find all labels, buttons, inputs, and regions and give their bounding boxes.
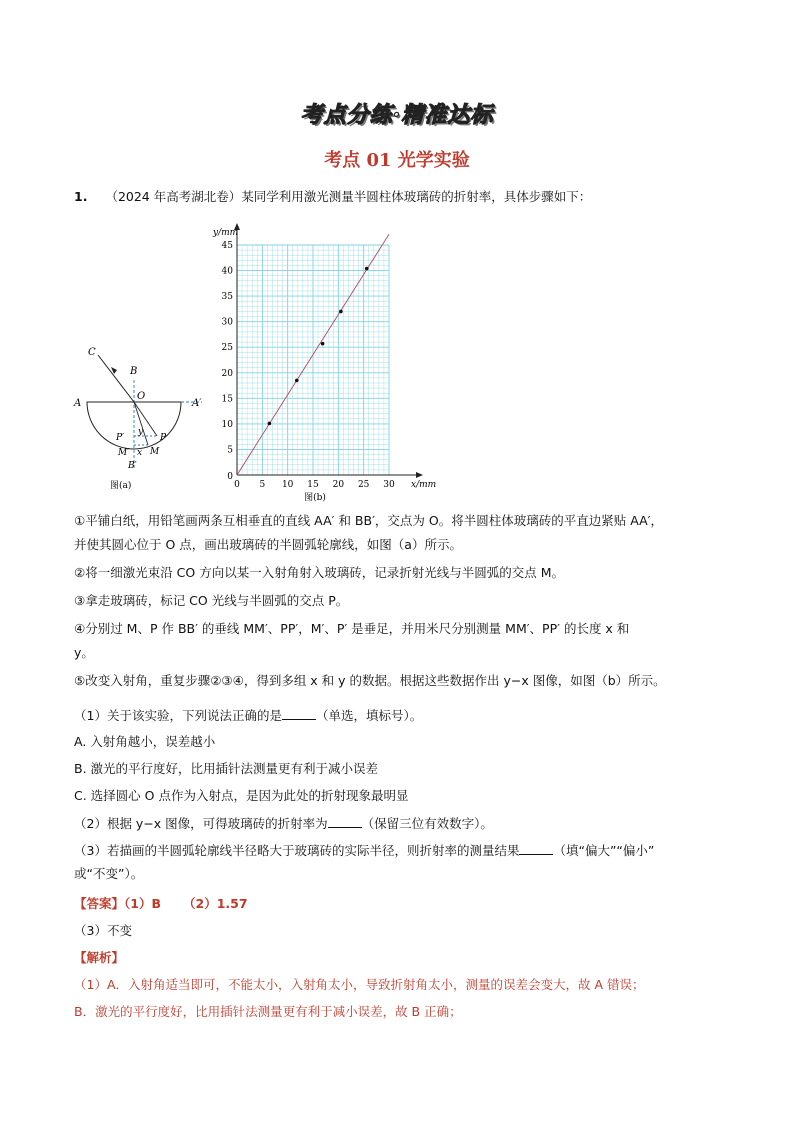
label-m-prime: M′ (118, 448, 130, 458)
option-b: B. 激光的平行度好，比用插针法测量更有利于减小误差 (74, 761, 379, 776)
question-source: （2024 年高考湖北卷）某同学利用激光测量半圆柱体玻璃砖的折射率，具体步骤如下： (105, 189, 592, 204)
label-m: M (150, 447, 160, 457)
answer-3: （3）不变 (74, 923, 132, 938)
figure-b-caption: 图(b) (304, 493, 326, 503)
figure-a-caption: 图(a) (110, 481, 132, 491)
step-1b: 并使其圆心位于 O 点，画出玻璃砖的半圆弧轮廓线，如图（a）所示。 (74, 537, 462, 552)
figure-a (70, 340, 220, 495)
x-tick-label: 30 (383, 480, 395, 490)
sub-question-1-text: （1）关于该实验，下列说法正确的是 (74, 708, 282, 723)
label-y: y (138, 427, 144, 437)
label-x: x (137, 448, 143, 458)
y-axis-label: y/mm (213, 228, 239, 238)
label-a-prime: A′ (192, 398, 202, 409)
step-5: ⑤改变入射角，重复步骤②③④，得到多组 x 和 y 的数据。根据这些数据作出 y−x 图像，如图（b）所示。 (74, 673, 666, 688)
refracted-ray-om (134, 402, 148, 445)
label-p-prime: P′ (116, 433, 125, 443)
y-tick-label: 15 (221, 394, 233, 405)
y-tick-label: 20 (221, 368, 233, 379)
answer-blank-2 (328, 814, 362, 828)
step-3: ③拿走玻璃砖，标记 CO 光线与半圆弧的交点 P。 (74, 593, 349, 608)
y-tick-label: 40 (221, 266, 233, 277)
x-tick-label: 10 (281, 480, 294, 490)
answer-block (74, 895, 734, 1030)
y-tick-label: 5 (227, 445, 233, 456)
analysis-line-2: B．激光的平行度好，比用插针法测量更有利于减小误差，故 B 正确； (74, 1004, 462, 1019)
sub-question-3-tail2: 或“不变”）。 (74, 866, 144, 881)
label-b-prime: B′ (128, 461, 137, 471)
answer-2: （2）1.57 (183, 896, 248, 911)
data-point (339, 310, 343, 314)
data-point (268, 422, 272, 426)
analysis-line-1: （1）A．入射角适当即可，不能太小，入射角太小，导致折射角太小，测量的误差会变大，故 A 错误； (74, 977, 645, 992)
y-tick-label: 45 (221, 241, 233, 251)
step-1a: ①平铺白纸，用铅笔画两条互相垂直的直线 AA′ 和 BB′，交点为 O。将半圆柱体玻璃砖的平直边紧贴 AA′， (74, 513, 663, 528)
option-a: A. 入射角越小，误差越小 (74, 734, 216, 749)
x-axis-label: x/mm (411, 480, 437, 490)
step-2: ②将一细激光束沿 CO 方向以某一入射角射入玻璃砖，记录折射光线与半圆弧的交点 M。 (74, 565, 564, 580)
y-tick-label: 30 (221, 317, 233, 328)
data-point (321, 342, 325, 346)
answer-blank-1 (282, 706, 316, 720)
x-tick-label: 15 (307, 480, 319, 490)
label-b: B (130, 366, 138, 377)
label-p: P (160, 433, 167, 443)
label-a: A (74, 398, 82, 409)
sub-question-3-tail: （填“偏大”“偏小” (553, 843, 655, 858)
label-c: C (88, 347, 96, 358)
y-tick-label: 35 (221, 292, 233, 303)
page-title: 考点 01 光学实验 (324, 150, 470, 171)
step-4a: ④分别过 M、P 作 BB′ 的垂线 MM′、PP′，M′、P′ 是垂足，并用米尺分别测量 MM′、PP′ 的长度 x 和 (74, 621, 630, 636)
x-tick-label: 5 (259, 480, 266, 490)
x-tick-label: 0 (234, 480, 240, 490)
sub-question-2-tail: （保留三位有效数字）。 (361, 816, 493, 831)
answer-line (74, 895, 734, 922)
x-axis-arrow (416, 472, 423, 478)
analysis-label: 【解析】 (74, 950, 125, 965)
sub-question-1 (74, 706, 734, 733)
y-tick-label: 10 (221, 419, 233, 430)
step-4b: y。 (74, 645, 94, 660)
sub-question-3-text: （3）若描画的半圆弧轮廓线半径略大于玻璃砖的实际半径，则折射率的测量结果 (74, 843, 520, 858)
data-point (365, 267, 369, 271)
incident-ray (98, 355, 134, 402)
sub-question-2-text: （2）根据 y−x 图像，可得玻璃砖的折射率为 (74, 816, 328, 831)
origin-label: 0 (227, 472, 233, 482)
data-point (295, 379, 299, 383)
figure-b-chart (205, 212, 445, 507)
sub-question-1-tail: （单选，填标号）。 (315, 708, 423, 723)
question-number: 1. (74, 189, 88, 204)
y-tick-label: 25 (221, 343, 233, 354)
sub-questions-block (74, 706, 734, 892)
answer-label: 【答案】 (74, 896, 125, 911)
x-tick-label: 20 (332, 480, 345, 490)
label-o: O (137, 391, 146, 402)
section-banner: 考点分练·精准达标 (300, 102, 494, 128)
answer-blank-3 (519, 841, 553, 855)
steps-block (74, 512, 734, 700)
sub-question-3 (74, 841, 734, 865)
x-tick-label: 25 (357, 480, 370, 490)
question-header (74, 188, 591, 206)
answer-1: （1）B (124, 896, 161, 911)
option-c: C. 选择圆心 O 点作为入射点，是因为此处的折射现象最明显 (74, 788, 409, 803)
sub-question-2 (74, 814, 734, 841)
